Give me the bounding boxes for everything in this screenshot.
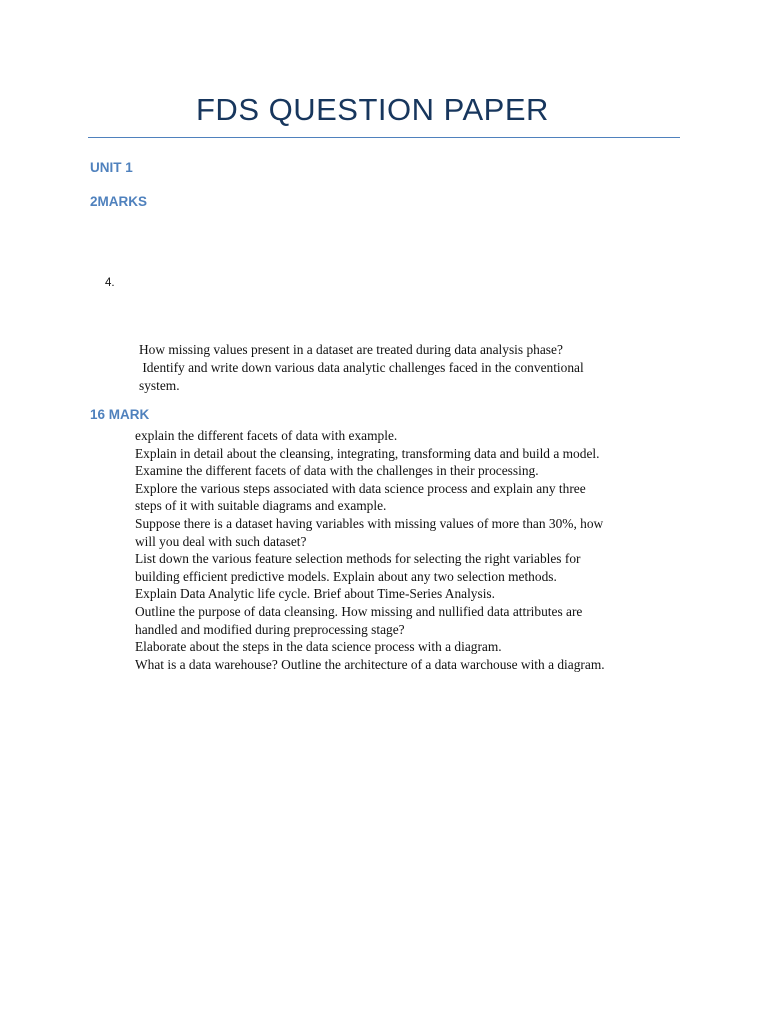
question-line: Outline the purpose of data cleansing. How missing and nullified data attributes are: [135, 603, 583, 619]
question-line: Examine the different facets of data with the challenges in their processing.: [135, 463, 539, 479]
question-line: Identify and write down various data analytic challenges faced in the conventional: [139, 360, 584, 375]
document-title: FDS QUESTION PAPER: [196, 92, 549, 127]
question-line: system.: [139, 378, 180, 393]
question-line: building efficient predictive models. Explain about any two selection methods.: [135, 568, 557, 584]
sixteen-mark-questions: [135, 427, 680, 673]
question-line: Suppose there is a dataset having variables with missing values of more than 30%, how: [135, 515, 604, 531]
question-line: Explain in detail about the cleansing, integrating, transforming data and build a model.: [135, 445, 600, 461]
question-line: Explore the various steps associated with data science process and explain any three: [135, 480, 586, 496]
two-mark-questions: [139, 341, 679, 395]
question-line: will you deal with such dataset?: [135, 533, 307, 549]
question-line: Explain Data Analytic life cycle. Brief about Time-Series Analysis.: [135, 586, 495, 602]
list-number: 4.: [105, 277, 115, 289]
sixteen-mark-heading: 16 MARK: [90, 407, 150, 422]
title-underline-divider: [88, 137, 680, 138]
question-line: explain the different facets of data with example.: [135, 428, 398, 443]
question-line: Elaborate about the steps in the data science process with a diagram.: [135, 639, 502, 655]
unit-heading: UNIT 1: [90, 160, 133, 175]
question-line: steps of it with suitable diagrams and example.: [135, 498, 387, 514]
question-line: What is a data warehouse? Outline the architecture of a data warchouse with a diagram.: [135, 656, 605, 672]
question-line: How missing values present in a dataset are treated during data analysis phase?: [139, 342, 563, 357]
question-line: List down the various feature selection methods for selecting the right variables for: [135, 551, 581, 567]
question-line: handled and modified during preprocessing stage?: [135, 621, 405, 637]
two-marks-heading: 2MARKS: [90, 194, 148, 209]
